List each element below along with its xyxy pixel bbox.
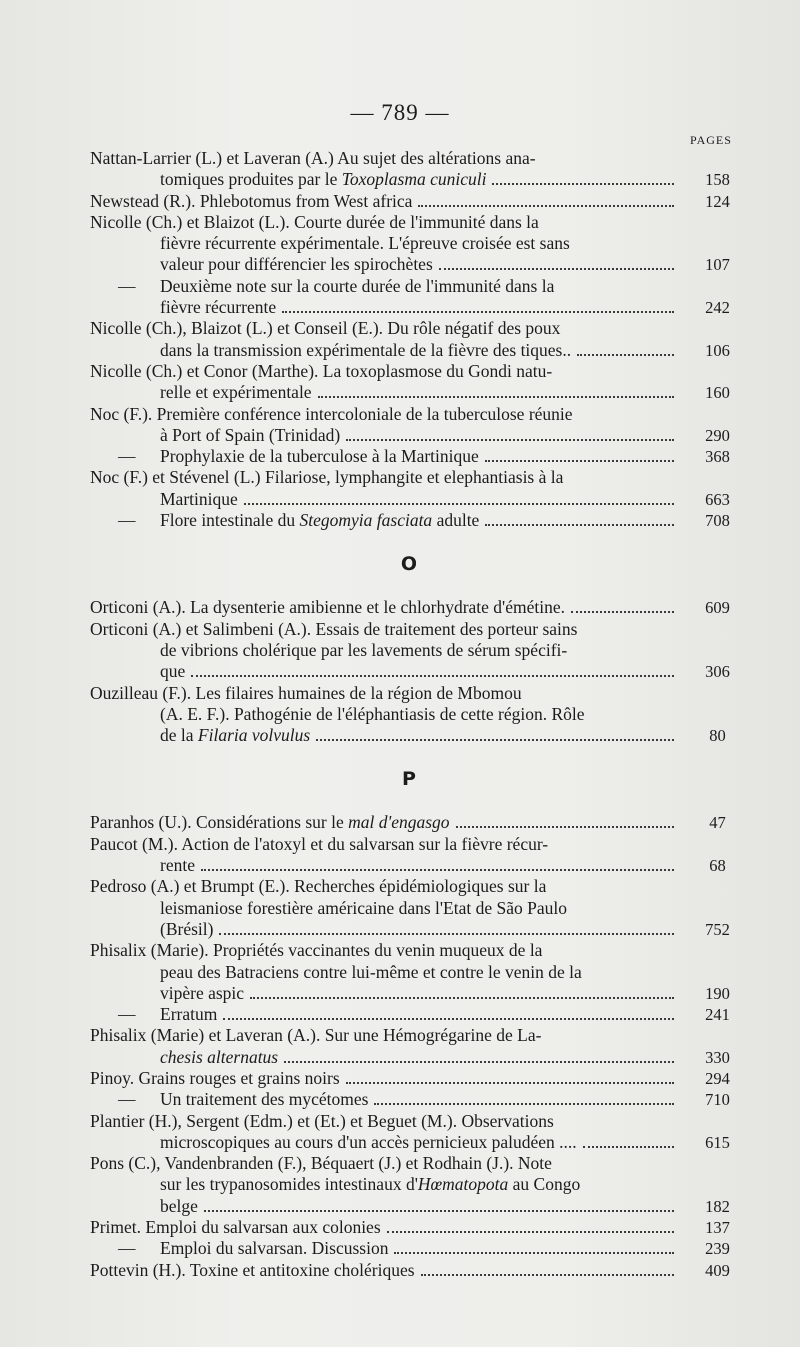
entry-line xyxy=(90,597,740,618)
dot-leader xyxy=(346,1081,674,1084)
entry-text: peau des Batraciens contre lui-même et contre le venin de la xyxy=(160,961,582,982)
entry-line xyxy=(90,361,740,382)
page-number: — 789 — xyxy=(350,100,450,125)
entry-line xyxy=(90,1196,740,1217)
entry-line xyxy=(90,169,740,190)
entry-line xyxy=(90,191,740,212)
dot-leader xyxy=(284,1060,674,1063)
page-reference: 663 xyxy=(705,489,730,509)
page-reference: 124 xyxy=(705,191,730,211)
dot-leader xyxy=(219,932,674,935)
entry-line xyxy=(90,725,740,746)
index-entry xyxy=(90,812,740,833)
entry-text: Pedroso (A.) et Brumpt (E.). Recherches épidémiologiques sur la xyxy=(90,876,547,897)
index-entry xyxy=(90,597,740,618)
entry-text: Nicolle (Ch.) et Conor (Marthe). La toxoplasmose du Gondi natu- xyxy=(90,360,553,381)
entry-line xyxy=(90,340,740,361)
index-entry xyxy=(90,1153,740,1217)
dot-leader xyxy=(485,523,674,526)
entry-text: Deuxième note sur la courte durée de l'immunité dans la xyxy=(160,275,555,296)
entry-line xyxy=(90,1089,740,1110)
entry-text: (Brésil) xyxy=(160,918,214,939)
dot-leader xyxy=(387,1230,674,1233)
page-reference: 330 xyxy=(705,1047,730,1067)
entry-line xyxy=(90,297,740,318)
dot-leader xyxy=(485,459,674,462)
entry-line xyxy=(90,1217,740,1238)
entry-text: Pons (C.), Vandenbranden (F.), Béquaert (J.) et Rodhain (J.). Note xyxy=(90,1153,552,1174)
entry-text: Un traitement des mycétomes xyxy=(160,1089,369,1110)
entry-text: Nicolle (Ch.) et Blaizot (L.). Courte durée de l'immunité dans la xyxy=(90,211,539,232)
dot-leader xyxy=(244,502,674,505)
index-entry xyxy=(90,1068,740,1089)
entry-text: Noc (F.). Première conférence intercoloniale de la tuberculose réunie xyxy=(90,403,573,424)
ditto-dash: — xyxy=(118,275,136,296)
dot-leader xyxy=(418,204,674,207)
index-entry xyxy=(90,876,740,940)
entry-line xyxy=(90,876,740,897)
entry-text: tomiques produites par le Toxoplasma cuniculi xyxy=(160,169,487,190)
index-entry xyxy=(90,361,740,404)
entry-text: Orticoni (A.) et Salimbeni (A.). Essais de traitement des porteur sains xyxy=(90,618,578,639)
entry-text: Nicolle (Ch.), Blaizot (L.) et Conseil (E.). Du rôle négatif des poux xyxy=(90,318,561,339)
entry-text: vipère aspic xyxy=(160,982,245,1003)
index-entry xyxy=(90,940,740,1004)
dot-leader xyxy=(374,1102,674,1105)
entry-line xyxy=(90,276,740,297)
entry-text: relle et expérimentale xyxy=(160,382,312,403)
ditto-dash: — xyxy=(118,510,136,531)
index-entry xyxy=(90,1238,740,1259)
index-entry xyxy=(90,446,740,467)
ditto-dash: — xyxy=(118,1238,136,1259)
entry-text: dans la transmission expérimentale de la fièvre des tiques.. xyxy=(160,339,572,360)
entry-line xyxy=(90,812,740,833)
page-reference: 409 xyxy=(705,1260,730,1280)
index-entry xyxy=(90,467,740,510)
entry-line xyxy=(90,510,740,531)
index-entry xyxy=(90,148,740,191)
dot-leader xyxy=(577,353,674,356)
page-reference: 47 xyxy=(709,813,726,833)
entry-line xyxy=(90,940,740,961)
page-reference: 80 xyxy=(709,726,726,746)
entry-line xyxy=(90,1004,740,1025)
index-entry xyxy=(90,318,740,361)
entry-text: sur les trypanosomides intestinaux d'Hœmatopota au Congo xyxy=(160,1174,581,1195)
entry-line xyxy=(90,1153,740,1174)
ditto-dash: — xyxy=(118,446,136,467)
entry-line xyxy=(90,962,740,983)
entry-text: Paranhos (U.). Considérations sur le mal d'engasgo xyxy=(90,812,450,833)
entry-line xyxy=(90,619,740,640)
entry-line xyxy=(90,919,740,940)
entry-text: belge xyxy=(160,1195,198,1216)
dot-leader xyxy=(223,1017,674,1020)
dot-leader xyxy=(282,310,674,313)
entry-text: Flore intestinale du Stegomyia fasciata adulte xyxy=(160,510,480,531)
dot-leader xyxy=(250,996,674,999)
page-reference: 294 xyxy=(705,1068,730,1088)
index-entry xyxy=(90,1111,740,1154)
entry-line xyxy=(90,1025,740,1046)
entry-text: Orticoni (A.). La dysenterie amibienne et le chlorhydrate d'émétine. xyxy=(90,597,565,618)
page-reference: 137 xyxy=(705,1218,730,1238)
index-entry xyxy=(90,1025,740,1068)
dot-leader xyxy=(492,182,674,185)
entry-text: valeur pour différencier les spirochètes xyxy=(160,254,433,275)
entry-text: Pinoy. Grains rouges et grains noirs xyxy=(90,1067,340,1088)
entry-line xyxy=(90,254,740,275)
page-reference: 615 xyxy=(705,1132,730,1152)
page-reference: 242 xyxy=(705,298,730,318)
entry-text: Phisalix (Marie). Propriétés vaccinantes du venin muqueux de la xyxy=(90,940,543,961)
index-entry xyxy=(90,212,740,276)
entry-line xyxy=(90,1047,740,1068)
entry-text: Erratum xyxy=(160,1004,218,1025)
entry-text: Prophylaxie de la tuberculose à la Martinique xyxy=(160,446,479,467)
entry-line xyxy=(90,318,740,339)
entry-text: de vibrions cholérique par les lavements de sérum spécifi- xyxy=(160,639,568,660)
entry-line xyxy=(90,148,740,169)
entry-line xyxy=(90,898,740,919)
page-reference: 368 xyxy=(705,447,730,467)
dot-leader xyxy=(394,1251,674,1254)
dot-leader xyxy=(346,438,674,441)
page-reference: 752 xyxy=(705,919,730,939)
entry-line xyxy=(90,382,740,403)
dot-leader xyxy=(583,1145,674,1148)
dot-leader xyxy=(204,1209,674,1212)
page-reference: 160 xyxy=(705,383,730,403)
page-reference: 182 xyxy=(705,1196,730,1216)
page-reference: 239 xyxy=(705,1239,730,1259)
entry-text: Primet. Emploi du salvarsan aux colonies xyxy=(90,1217,381,1238)
page-reference: 107 xyxy=(705,255,730,275)
index-entry xyxy=(90,276,740,319)
entry-line xyxy=(90,661,740,682)
entry-text: Noc (F.) et Stévenel (L.) Filariose, lymphangite et elephantiasis à la xyxy=(90,467,564,488)
dot-leader xyxy=(571,610,674,613)
index-entry xyxy=(90,619,740,683)
ditto-dash: — xyxy=(118,1089,136,1110)
dot-leader xyxy=(439,267,674,270)
page-reference: 68 xyxy=(709,856,726,876)
entry-text: Pottevin (H.). Toxine et antitoxine cholériques xyxy=(90,1259,415,1280)
entry-line xyxy=(90,683,740,704)
index-entry xyxy=(90,510,740,531)
entry-line xyxy=(90,983,740,1004)
entry-line xyxy=(90,1068,740,1089)
entry-line xyxy=(90,1260,740,1281)
entry-text: Ouzilleau (F.). Les filaires humaines de la région de Mbomou xyxy=(90,682,522,703)
page-reference: 306 xyxy=(705,662,730,682)
entry-line xyxy=(90,704,740,725)
page-reference: 710 xyxy=(705,1090,730,1110)
index-entry xyxy=(90,404,740,447)
page-reference: 241 xyxy=(705,1005,730,1025)
entry-line xyxy=(90,404,740,425)
entry-line xyxy=(90,489,740,510)
entry-line xyxy=(90,1111,740,1132)
index-entry xyxy=(90,1004,740,1025)
entry-text: fièvre récurrente expérimentale. L'épreuve croisée est sans xyxy=(160,233,570,254)
entry-line xyxy=(90,855,740,876)
entry-text: Paucot (M.). Action de l'atoxyl et du salvarsan sur la fièvre récur- xyxy=(90,833,549,854)
index-entry xyxy=(90,191,740,212)
entry-text: Martinique xyxy=(160,488,238,509)
entry-line xyxy=(90,1174,740,1195)
dot-leader xyxy=(318,395,674,398)
entry-text: à Port of Spain (Trinidad) xyxy=(160,424,341,445)
dot-leader xyxy=(456,825,674,828)
entry-text: leismaniose forestière américaine dans l'Etat de São Paulo xyxy=(160,897,567,918)
dot-leader xyxy=(201,868,674,871)
entry-text: rente xyxy=(160,855,195,876)
entry-text: de la Filaria volvulus xyxy=(160,725,311,746)
index-content xyxy=(90,148,740,1281)
page-reference: 106 xyxy=(705,340,730,360)
page-reference: 609 xyxy=(705,598,730,618)
entry-line xyxy=(90,640,740,661)
entry-line xyxy=(90,1132,740,1153)
entry-text: que xyxy=(160,661,186,682)
dot-leader xyxy=(421,1273,674,1276)
page-reference: 158 xyxy=(705,170,730,190)
entry-line xyxy=(90,446,740,467)
index-entry xyxy=(90,1089,740,1110)
pages-column-label: PAGES xyxy=(690,133,732,147)
dot-leader xyxy=(316,738,674,741)
entry-text: Newstead (R.). Phlebotomus from West africa xyxy=(90,190,413,211)
page-reference: 708 xyxy=(705,511,730,531)
ditto-dash: — xyxy=(118,1004,136,1025)
entry-text: Phisalix (Marie) et Laveran (A.). Sur une Hémogrégarine de La- xyxy=(90,1025,542,1046)
section-letter-o: O xyxy=(400,553,418,576)
entry-text: chesis alternatus xyxy=(160,1046,279,1067)
entry-text: (A. E. F.). Pathogénie de l'éléphantiasis de cette région. Rôle xyxy=(160,703,585,724)
index-entry xyxy=(90,1260,740,1281)
entry-line xyxy=(90,425,740,446)
index-entry xyxy=(90,834,740,877)
entry-line xyxy=(90,233,740,254)
index-entry xyxy=(90,683,740,747)
entry-text: Nattan-Larrier (L.) et Laveran (A.) Au sujet des altérations ana- xyxy=(90,148,536,168)
entry-text: microscopiques au cours d'un accès pernicieux paludéen .... xyxy=(160,1131,577,1152)
entry-line xyxy=(90,834,740,855)
dot-leader xyxy=(191,674,674,677)
entry-line xyxy=(90,467,740,488)
entry-text: Plantier (H.), Sergent (Edm.) et (Et.) et Beguet (M.). Observations xyxy=(90,1110,554,1131)
entry-line xyxy=(90,1238,740,1259)
page-reference: 190 xyxy=(705,983,730,1003)
page-reference: 290 xyxy=(705,425,730,445)
entry-text: fièvre récurrente xyxy=(160,297,277,318)
entry-line xyxy=(90,212,740,233)
index-entry xyxy=(90,1217,740,1238)
entry-text: Emploi du salvarsan. Discussion xyxy=(160,1238,389,1259)
section-letter-p: P xyxy=(402,768,416,791)
